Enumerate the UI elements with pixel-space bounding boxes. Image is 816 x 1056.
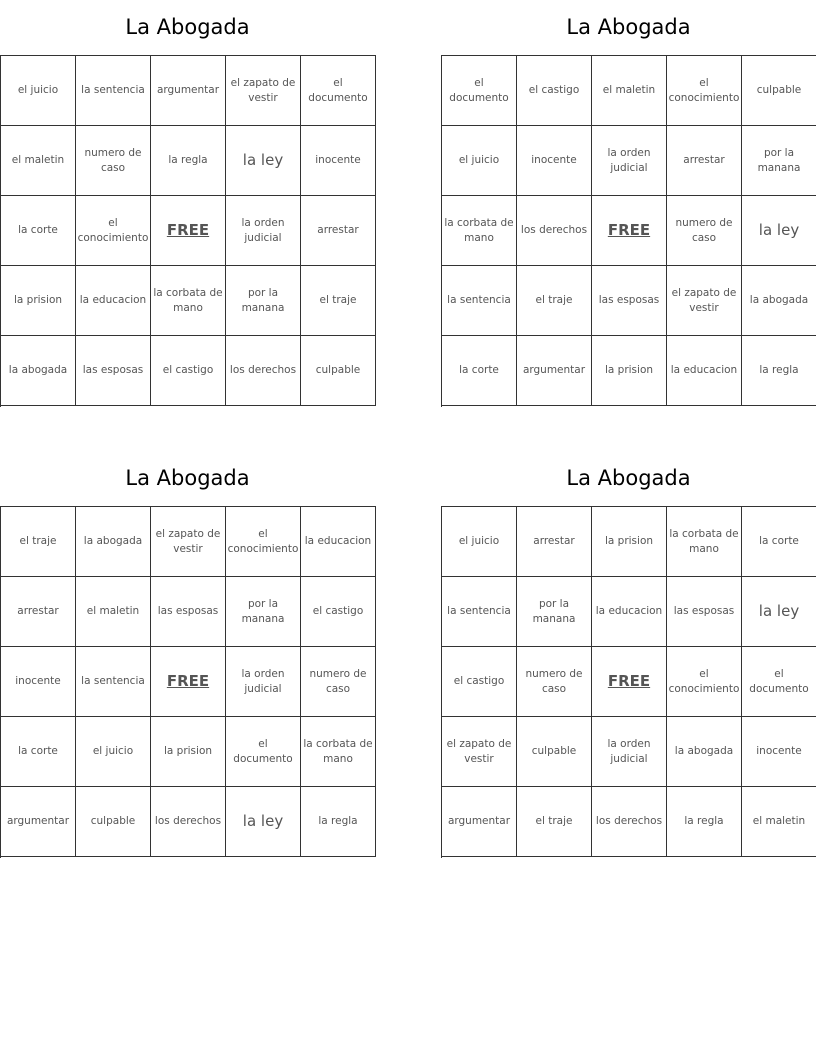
bingo-cell: el traje (301, 266, 376, 336)
bingo-cell: la corbata de mano (667, 507, 742, 577)
bingo-cell: el documento (742, 647, 816, 717)
bingo-cell: el zapato de vestir (442, 717, 517, 787)
bingo-cell: la corte (1, 196, 76, 266)
bingo-cell: arrestar (1, 577, 76, 647)
free-space: FREE (151, 647, 226, 717)
bingo-cell: la orden judicial (592, 717, 667, 787)
free-space: FREE (592, 647, 667, 717)
bingo-cell: el traje (517, 787, 592, 857)
bingo-cell: argumentar (517, 336, 592, 406)
bingo-cell: la orden judicial (226, 196, 301, 266)
bingo-cell: la corte (742, 507, 816, 577)
bingo-cell: la ley (742, 577, 816, 647)
bingo-cell: por la manana (226, 266, 301, 336)
bingo-cell: el juicio (76, 717, 151, 787)
bingo-cell: numero de caso (517, 647, 592, 717)
bingo-cell: el conocimiento (667, 647, 742, 717)
free-space: FREE (592, 196, 667, 266)
bingo-cell: la corbata de mano (442, 196, 517, 266)
bingo-cell: las esposas (667, 577, 742, 647)
bingo-cell: el juicio (442, 126, 517, 196)
bingo-cell: argumentar (1, 787, 76, 857)
card-title: La Abogada (125, 466, 250, 490)
bingo-grid (0, 55, 376, 407)
bingo-cell: el conocimiento (667, 56, 742, 126)
bingo-cell: la orden judicial (592, 126, 667, 196)
bingo-cell: arrestar (667, 126, 742, 196)
bingo-cell: la regla (667, 787, 742, 857)
bingo-cell: la ley (226, 126, 301, 196)
bingo-cell: arrestar (517, 507, 592, 577)
bingo-cell: culpable (517, 717, 592, 787)
bingo-cell: culpable (76, 787, 151, 857)
card-title: La Abogada (566, 15, 691, 39)
bingo-cell: la ley (742, 196, 816, 266)
bingo-cell: la regla (301, 787, 376, 857)
free-space: FREE (151, 196, 226, 266)
bingo-cell: el maletin (76, 577, 151, 647)
card-title: La Abogada (566, 466, 691, 490)
bingo-cell: el maletin (1, 126, 76, 196)
bingo-cell: las esposas (76, 336, 151, 406)
bingo-cell: el castigo (517, 56, 592, 126)
bingo-cell: por la manana (517, 577, 592, 647)
card-title: La Abogada (125, 15, 250, 39)
bingo-cell: la educacion (667, 336, 742, 406)
bingo-cell: el maletin (742, 787, 816, 857)
bingo-cell: la corte (442, 336, 517, 406)
bingo-cell: culpable (301, 336, 376, 406)
bingo-cell: el juicio (442, 507, 517, 577)
bingo-cell: inocente (517, 126, 592, 196)
bingo-cell: la prision (592, 336, 667, 406)
bingo-cell: la educacion (592, 577, 667, 647)
bingo-cell: inocente (742, 717, 816, 787)
bingo-grid (441, 55, 816, 407)
bingo-cell: el castigo (301, 577, 376, 647)
bingo-cell: el documento (301, 56, 376, 126)
bingo-cell: la sentencia (76, 647, 151, 717)
bingo-cell: por la manana (226, 577, 301, 647)
bingo-cell: la regla (742, 336, 816, 406)
bingo-cell: arrestar (301, 196, 376, 266)
bingo-cell: la ley (226, 787, 301, 857)
bingo-cell: el maletin (592, 56, 667, 126)
bingo-cell: las esposas (151, 577, 226, 647)
bingo-cell: el zapato de vestir (226, 56, 301, 126)
bingo-cell: la abogada (742, 266, 816, 336)
bingo-cell: el documento (442, 56, 517, 126)
bingo-cell: la abogada (76, 507, 151, 577)
bingo-grid (0, 506, 376, 858)
bingo-cell: numero de caso (76, 126, 151, 196)
bingo-cell: la corte (1, 717, 76, 787)
bingo-cell: la corbata de mano (151, 266, 226, 336)
bingo-cell: la abogada (1, 336, 76, 406)
bingo-grid (441, 506, 816, 858)
bingo-cell: las esposas (592, 266, 667, 336)
bingo-cell: culpable (742, 56, 816, 126)
bingo-cell: el traje (517, 266, 592, 336)
bingo-cell: el traje (1, 507, 76, 577)
bingo-cell: los derechos (517, 196, 592, 266)
bingo-cell: el castigo (151, 336, 226, 406)
bingo-cell: la corbata de mano (301, 717, 376, 787)
bingo-cell: la abogada (667, 717, 742, 787)
bingo-cell: la prision (151, 717, 226, 787)
bingo-cell: la educacion (301, 507, 376, 577)
bingo-cell: el conocimiento (76, 196, 151, 266)
bingo-cell: el juicio (1, 56, 76, 126)
bingo-cell: la orden judicial (226, 647, 301, 717)
bingo-cell: el castigo (442, 647, 517, 717)
bingo-cell: la regla (151, 126, 226, 196)
bingo-cell: el documento (226, 717, 301, 787)
bingo-cell: la sentencia (76, 56, 151, 126)
bingo-cell: numero de caso (667, 196, 742, 266)
bingo-cell: argumentar (151, 56, 226, 126)
bingo-cell: la educacion (76, 266, 151, 336)
bingo-cell: la prision (1, 266, 76, 336)
bingo-cell: los derechos (592, 787, 667, 857)
bingo-cell: inocente (301, 126, 376, 196)
bingo-cell: la sentencia (442, 577, 517, 647)
bingo-cell: los derechos (151, 787, 226, 857)
bingo-cell: argumentar (442, 787, 517, 857)
bingo-cell: por la manana (742, 126, 816, 196)
bingo-cell: inocente (1, 647, 76, 717)
bingo-cell: la sentencia (442, 266, 517, 336)
bingo-cell: el conocimiento (226, 507, 301, 577)
bingo-cell: los derechos (226, 336, 301, 406)
bingo-cell: la prision (592, 507, 667, 577)
bingo-cell: el zapato de vestir (151, 507, 226, 577)
bingo-cell: numero de caso (301, 647, 376, 717)
bingo-cell: el zapato de vestir (667, 266, 742, 336)
